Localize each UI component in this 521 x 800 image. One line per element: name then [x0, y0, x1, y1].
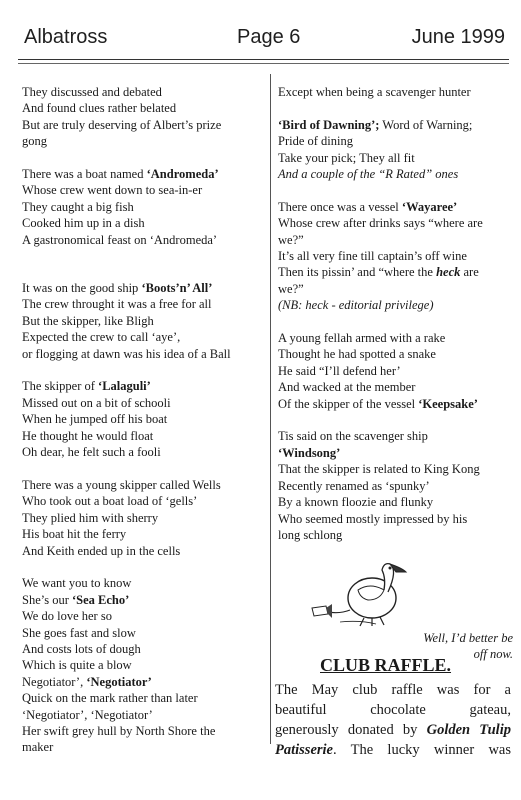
poem-line: His boat hit the ferry — [22, 527, 127, 542]
poem-line: There was a young skipper called Wells — [22, 477, 221, 492]
poem-line: Which is quite a blow — [22, 658, 132, 673]
poem-line: Missed out on a bit of schooli — [22, 395, 171, 410]
boat-name: ‘Lalaguli’ — [98, 379, 151, 394]
boat-name: ‘Andromeda’ — [146, 167, 219, 182]
poem-line: Quick on the mark rather than later — [22, 691, 198, 706]
sponsor-name: Golden Tulip — [426, 722, 511, 738]
poem-line: A young fellah armed with a rake — [278, 331, 446, 346]
boat-name: ‘Windsong’ — [278, 445, 341, 460]
poem-line: Cooked him up in a dish — [22, 216, 145, 231]
left-column — [22, 84, 266, 756]
sponsor-name: Patisserie — [275, 742, 333, 758]
poem-line: Thought he had spotted a snake — [278, 347, 436, 362]
poem-line: That the skipper is related to King Kong — [278, 462, 480, 477]
boat-name: ‘Keepsake’ — [418, 396, 478, 411]
article-line: beautiful chocolate gateau, — [275, 702, 511, 718]
poem-stanza — [22, 84, 266, 150]
boat-name: ‘Boots’n’ All’ — [141, 281, 213, 296]
poem-line: The skipper of ‘Lalaguli’ — [22, 379, 151, 394]
poem-line: Whose crew went down to sea-in-er — [22, 183, 203, 198]
poem-line: Whose crew after drinks says “where are — [278, 216, 483, 231]
header-rule-thin — [18, 63, 509, 64]
poem-line: They caught a big fish — [22, 199, 134, 214]
poem-line: He thought he would float — [22, 428, 154, 443]
poem-line: He said “I’ll defend her’ — [278, 363, 401, 378]
poem-stanza — [278, 330, 508, 412]
poem-line: maker — [22, 740, 54, 755]
poem-line: We do love her so — [22, 609, 112, 624]
poem-line: And found clues rather belated — [22, 101, 177, 116]
editorial-note: (NB: heck - editorial privilege) — [278, 298, 434, 313]
article-line: The May club raffle was for a — [275, 682, 511, 698]
poem-stanza — [278, 84, 508, 100]
poem-line: She’s our ‘Sea Echo’ — [22, 592, 130, 607]
boat-name: ‘Bird of Dawning’; — [278, 117, 380, 132]
poem-stanza — [22, 378, 266, 460]
poem-line: They discussed and debated — [22, 85, 162, 99]
poem-line: Negotiator’, ‘Negotiator’ — [22, 674, 152, 689]
poem-line: gong — [22, 134, 47, 149]
sign-off: Well, I’d better be off now. — [423, 631, 513, 662]
poem-line: It was on the good ship ‘Boots’n’ All’ — [22, 281, 213, 296]
article-line: generously donated by Golden Tulip — [275, 722, 511, 738]
header-rule — [18, 59, 509, 60]
poem-line: Who seemed mostly impressed by his — [278, 511, 468, 526]
albatross-cartoon-illustration — [310, 560, 410, 630]
poem-line: There once was a vessel ‘Wayaree’ — [278, 199, 458, 214]
boat-name: ‘Wayaree’ — [401, 199, 458, 214]
poem-line: It’s all very fine till captain’s off wine — [278, 249, 467, 264]
poem-stanza — [22, 477, 266, 559]
poem-line: Take your pick; They all fit — [278, 150, 415, 165]
poem-line: or flogging at dawn was his idea of a Ball — [22, 346, 231, 361]
poem-line: Recently renamed as ‘spunky’ — [278, 478, 430, 493]
poem-stanza — [22, 280, 266, 362]
article-line: Patisserie. The lucky winner was — [275, 742, 511, 758]
poem-stanza — [278, 117, 508, 183]
poem-line: ‘Negotiator’, ‘Negotiator’ — [22, 707, 153, 722]
boat-name: ‘Sea Echo’ — [72, 592, 130, 607]
boat-name: ‘Negotiator’ — [86, 674, 152, 689]
poem-line: And costs lots of dough — [22, 641, 141, 656]
poem-line: She goes fast and slow — [22, 625, 136, 640]
poem-line: Then its pissin’ and “where the heck are — [278, 265, 479, 280]
poem-line: The crew throught it was a free for all — [22, 297, 212, 312]
column-divider — [270, 74, 271, 744]
poem-line: There was a boat named ‘Andromeda’ — [22, 167, 219, 182]
poem-line: But the skipper, like Bligh — [22, 313, 154, 328]
poem-line: we?” — [278, 232, 304, 247]
poem-line: ‘Bird of Dawning’; Word of Warning; — [278, 117, 473, 132]
poem-line: A gastronomical feast on ‘Andromeda’ — [22, 232, 218, 247]
poem-line: long schlong — [278, 527, 343, 542]
poem-line: By a known floozie and flunky — [278, 495, 434, 510]
poem-line: And a couple of the “R Rated” ones — [278, 167, 459, 182]
poem-line: we?” — [278, 281, 304, 296]
poem-line: Expected the crew to call ‘aye’, — [22, 330, 181, 345]
raffle-article — [275, 680, 511, 760]
poem-line: Pride of dining — [278, 134, 353, 149]
page-number: Page 6 — [237, 26, 301, 48]
poem-line: They plied him with sherry — [22, 510, 159, 525]
poem-line: When he jumped off his boat — [22, 412, 168, 427]
poem-line: Oh dear, he felt such a fooli — [22, 445, 161, 460]
poem-line: And Keith ended up in the cells — [22, 543, 181, 558]
poem-line: Who took out a boat load of ‘gells’ — [22, 494, 198, 509]
issue-date: June 1999 — [411, 26, 505, 48]
newsletter-title: Albatross — [24, 26, 108, 48]
poem-stanza — [22, 166, 266, 248]
page-header — [24, 26, 507, 52]
poem-line: But are truly deserving of Albert’s prize — [22, 117, 222, 132]
poem-line: And wacked at the member — [278, 380, 416, 395]
right-column — [278, 84, 508, 543]
poem-line: We want you to know — [22, 576, 132, 591]
poem-line: Tis said on the scavenger ship — [278, 429, 428, 444]
poem-line: Her swift grey hull by North Shore the — [22, 723, 216, 738]
poem-stanza — [22, 575, 266, 755]
poem-line: Except when being a scavenger hunter — [278, 85, 471, 99]
poem-line: Of the skipper of the vessel ‘Keepsake’ — [278, 396, 478, 411]
poem-stanza — [278, 428, 508, 543]
poem-stanza — [278, 199, 508, 314]
raffle-heading: CLUB RAFFLE. — [320, 655, 452, 675]
